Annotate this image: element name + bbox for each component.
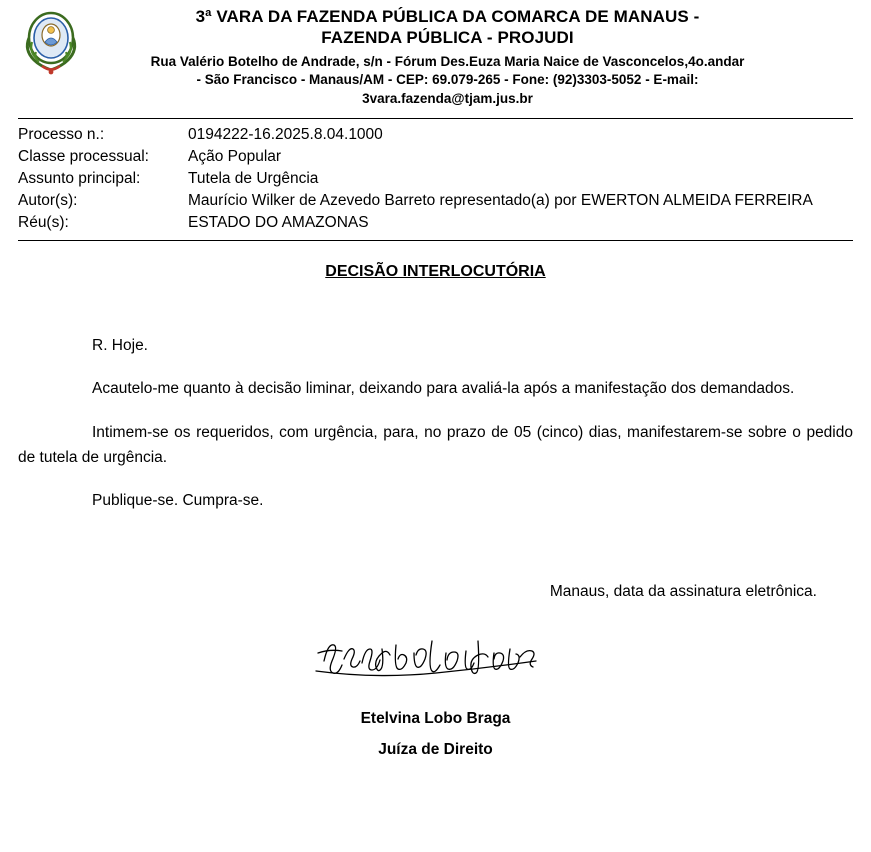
court-title-line-1: 3ª VARA DA FAZENDA PÚBLICA DA COMARCA DE MANAUS - xyxy=(195,7,700,26)
plaintiff-label: Autor(s): xyxy=(18,192,78,210)
court-title-line-2: FAZENDA PÚBLICA - PROJUDI xyxy=(321,28,574,48)
brasao-tjam-icon xyxy=(20,8,82,78)
defendant-label: Réu(s): xyxy=(18,214,69,232)
table-row xyxy=(18,212,813,234)
court-address-line-2: - São Francisco - Manaus/AM - CEP: 69.079-265 - Fone: (92)3303-5052 - E-mail: xyxy=(196,72,699,88)
process-info-divider xyxy=(18,240,853,241)
decision-title: DECISÃO INTERLOCUTÓRIA xyxy=(325,263,546,281)
header-divider-top xyxy=(18,118,853,119)
court-title xyxy=(82,6,813,49)
decision-paragraph-1: R. Hoje. xyxy=(92,337,148,355)
decision-paragraph-2: Acautelo-me quanto à decisão liminar, deixando para avaliá-la após a manifestação dos demandados. xyxy=(92,380,795,398)
signer-role: Juíza de Direito xyxy=(378,740,493,758)
decision-paragraph-4: Publique-se. Cumpra-se. xyxy=(92,491,264,509)
plaintiff-value: Maurício Wilker de Azevedo Barreto representado(a) por EWERTON ALMEIDA FERREIRA xyxy=(188,192,813,210)
decision-body xyxy=(18,333,853,513)
process-info-table xyxy=(18,124,813,234)
signature-block xyxy=(0,707,871,763)
main-subject-value: Tutela de Urgência xyxy=(188,170,319,188)
process-number-label: Processo n.: xyxy=(18,126,105,144)
table-row xyxy=(18,124,813,146)
court-address-line-1: Rua Valério Botelho de Andrade, s/n - Fórum Des.Euza Maria Naice de Vasconcelos,4o.andar xyxy=(150,53,745,69)
court-email: 3vara.fazenda@tjam.jus.br xyxy=(362,90,533,106)
table-row xyxy=(18,146,813,168)
document-header xyxy=(0,0,871,108)
table-row xyxy=(18,190,813,212)
court-address xyxy=(82,53,813,109)
signer-name: Etelvina Lobo Braga xyxy=(360,709,511,727)
defendant-value: ESTADO DO AMAZONAS xyxy=(188,214,369,232)
main-subject-label: Assunto principal: xyxy=(18,170,141,188)
header-text-block xyxy=(82,6,853,108)
table-row xyxy=(18,168,813,190)
process-number-value: 0194222-16.2025.8.04.1000 xyxy=(188,126,383,144)
closing-line: Manaus, data da assinatura eletrônica. xyxy=(549,582,817,600)
process-class-value: Ação Popular xyxy=(188,148,282,166)
decision-paragraph-3: Intimem-se os requeridos, com urgência, para, no prazo de 05 (cinco) dias, manifestarem-se sobre o pedido de tutela de urgência. xyxy=(18,423,853,466)
process-class-label: Classe processual: xyxy=(18,148,149,166)
handwritten-signature-icon xyxy=(0,627,871,693)
